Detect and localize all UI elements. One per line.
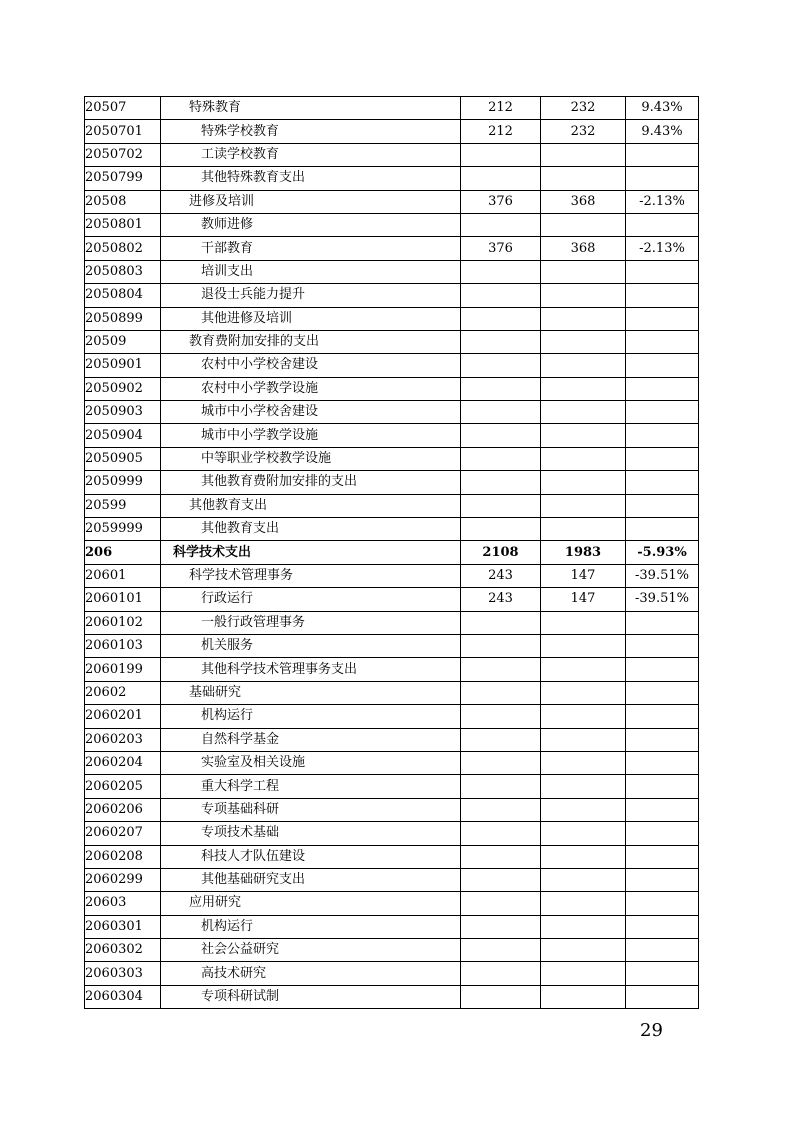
subject-name-cell: 机构运行: [161, 705, 461, 728]
subject-code-cell: 2060103: [85, 634, 161, 657]
prior-year-value-cell: 376: [461, 190, 541, 213]
change-percent-cell: [626, 915, 699, 938]
prior-year-value-cell: [461, 775, 541, 798]
subject-name-cell: 中等职业学校教学设施: [161, 447, 461, 470]
prior-year-value-cell: [461, 822, 541, 845]
prior-year-value-cell: [461, 494, 541, 517]
table-row: [85, 681, 699, 704]
budget-table: [84, 96, 699, 1009]
subject-code-cell: 20509: [85, 330, 161, 353]
change-percent-cell: [626, 868, 699, 891]
table-row: [85, 518, 699, 541]
table-row: [85, 985, 699, 1008]
subject-code-cell: 2060208: [85, 845, 161, 868]
prior-year-value-cell: [461, 658, 541, 681]
subject-name-cell: 培训支出: [161, 260, 461, 283]
subject-name-cell: 其他基础研究支出: [161, 868, 461, 891]
current-year-value-cell: [541, 868, 626, 891]
change-percent-cell: [626, 213, 699, 236]
subject-name-cell: 农村中小学校舍建设: [161, 354, 461, 377]
change-percent-cell: [626, 658, 699, 681]
subject-name-cell: 其他特殊教育支出: [161, 167, 461, 190]
prior-year-value-cell: [461, 424, 541, 447]
current-year-value-cell: [541, 751, 626, 774]
subject-name-cell: 机构运行: [161, 915, 461, 938]
subject-code-cell: 2050804: [85, 284, 161, 307]
subject-code-cell: 2050803: [85, 260, 161, 283]
subject-name-cell: 重大科学工程: [161, 775, 461, 798]
table-row: [85, 962, 699, 985]
current-year-value-cell: [541, 634, 626, 657]
prior-year-value-cell: [461, 354, 541, 377]
change-percent-cell: 9.43%: [626, 120, 699, 143]
table-row: [85, 634, 699, 657]
table-row: [85, 822, 699, 845]
current-year-value-cell: [541, 143, 626, 166]
change-percent-cell: [626, 798, 699, 821]
prior-year-value-cell: [461, 518, 541, 541]
change-percent-cell: -39.51%: [626, 588, 699, 611]
change-percent-cell: -2.13%: [626, 190, 699, 213]
subject-code-cell: 2060199: [85, 658, 161, 681]
change-percent-cell: [626, 424, 699, 447]
current-year-value-cell: [541, 845, 626, 868]
table-row: [85, 611, 699, 634]
change-percent-cell: [626, 939, 699, 962]
subject-code-cell: 20507: [85, 97, 161, 120]
subject-name-cell: 退役士兵能力提升: [161, 284, 461, 307]
current-year-value-cell: [541, 822, 626, 845]
subject-code-cell: 2050903: [85, 401, 161, 424]
table-row: [85, 447, 699, 470]
prior-year-value-cell: 2108: [461, 541, 541, 564]
prior-year-value-cell: [461, 798, 541, 821]
prior-year-value-cell: [461, 167, 541, 190]
subject-name-cell: 其他教育支出: [161, 518, 461, 541]
subject-name-cell: 进修及培训: [161, 190, 461, 213]
change-percent-cell: [626, 962, 699, 985]
subject-name-cell: 一般行政管理事务: [161, 611, 461, 634]
prior-year-value-cell: 212: [461, 97, 541, 120]
prior-year-value-cell: [461, 260, 541, 283]
prior-year-value-cell: [461, 307, 541, 330]
table-row: [85, 143, 699, 166]
change-percent-cell: [626, 634, 699, 657]
subject-name-cell: 高技术研究: [161, 962, 461, 985]
table-row: [85, 354, 699, 377]
subject-name-cell: 基础研究: [161, 681, 461, 704]
current-year-value-cell: [541, 377, 626, 400]
table-row: [85, 939, 699, 962]
subject-name-cell: 行政运行: [161, 588, 461, 611]
table-row: [85, 260, 699, 283]
prior-year-value-cell: 243: [461, 564, 541, 587]
subject-code-cell: 2059999: [85, 518, 161, 541]
prior-year-value-cell: 243: [461, 588, 541, 611]
change-percent-cell: [626, 775, 699, 798]
subject-code-cell: 2060205: [85, 775, 161, 798]
table-row: [85, 237, 699, 260]
change-percent-cell: [626, 751, 699, 774]
subject-code-cell: 2060101: [85, 588, 161, 611]
change-percent-cell: [626, 985, 699, 1008]
table-row: [85, 213, 699, 236]
table-row: [85, 307, 699, 330]
change-percent-cell: [626, 307, 699, 330]
current-year-value-cell: [541, 775, 626, 798]
current-year-value-cell: [541, 985, 626, 1008]
change-percent-cell: [626, 845, 699, 868]
change-percent-cell: [626, 354, 699, 377]
prior-year-value-cell: [461, 447, 541, 470]
prior-year-value-cell: [461, 330, 541, 353]
prior-year-value-cell: [461, 845, 541, 868]
current-year-value-cell: 1983: [541, 541, 626, 564]
subject-name-cell: 城市中小学校舍建设: [161, 401, 461, 424]
change-percent-cell: -39.51%: [626, 564, 699, 587]
current-year-value-cell: [541, 681, 626, 704]
prior-year-value-cell: [461, 892, 541, 915]
subject-code-cell: 2060102: [85, 611, 161, 634]
change-percent-cell: [626, 167, 699, 190]
change-percent-cell: [626, 681, 699, 704]
table-row: [85, 798, 699, 821]
subject-name-cell: 科学技术管理事务: [161, 564, 461, 587]
prior-year-value-cell: 212: [461, 120, 541, 143]
subject-name-cell: 农村中小学教学设施: [161, 377, 461, 400]
table-row: [85, 775, 699, 798]
subject-code-cell: 20601: [85, 564, 161, 587]
subject-code-cell: 2050801: [85, 213, 161, 236]
subject-name-cell: 特殊教育: [161, 97, 461, 120]
subject-code-cell: 2050802: [85, 237, 161, 260]
current-year-value-cell: [541, 167, 626, 190]
table-row: [85, 471, 699, 494]
prior-year-value-cell: [461, 611, 541, 634]
subject-code-cell: 2060302: [85, 939, 161, 962]
change-percent-cell: [626, 471, 699, 494]
table-row: [85, 845, 699, 868]
subject-code-cell: 2060203: [85, 728, 161, 751]
subject-name-cell: 其他进修及培训: [161, 307, 461, 330]
change-percent-cell: [626, 892, 699, 915]
table-row: [85, 751, 699, 774]
table-row: [85, 377, 699, 400]
subject-name-cell: 工读学校教育: [161, 143, 461, 166]
current-year-value-cell: 232: [541, 97, 626, 120]
change-percent-cell: 9.43%: [626, 97, 699, 120]
current-year-value-cell: [541, 424, 626, 447]
table-row: [85, 588, 699, 611]
subject-code-cell: 2050702: [85, 143, 161, 166]
subject-code-cell: 20603: [85, 892, 161, 915]
current-year-value-cell: 147: [541, 588, 626, 611]
current-year-value-cell: [541, 447, 626, 470]
change-percent-cell: [626, 822, 699, 845]
current-year-value-cell: [541, 494, 626, 517]
subject-name-cell: 教师进修: [161, 213, 461, 236]
subject-name-cell: 应用研究: [161, 892, 461, 915]
subject-name-cell: 教育费附加安排的支出: [161, 330, 461, 353]
current-year-value-cell: [541, 892, 626, 915]
current-year-value-cell: 368: [541, 237, 626, 260]
current-year-value-cell: [541, 939, 626, 962]
prior-year-value-cell: [461, 143, 541, 166]
subject-code-cell: 20599: [85, 494, 161, 517]
subject-name-cell: 自然科学基金: [161, 728, 461, 751]
subject-code-cell: 2050905: [85, 447, 161, 470]
change-percent-cell: [626, 330, 699, 353]
subject-code-cell: 2060207: [85, 822, 161, 845]
subject-code-cell: 2060304: [85, 985, 161, 1008]
prior-year-value-cell: [461, 985, 541, 1008]
page-number: 29: [640, 1020, 663, 1041]
current-year-value-cell: 147: [541, 564, 626, 587]
subject-code-cell: 206: [85, 541, 161, 564]
current-year-value-cell: [541, 354, 626, 377]
table-row: [85, 892, 699, 915]
subject-name-cell: 实验室及相关设施: [161, 751, 461, 774]
table-row: [85, 564, 699, 587]
prior-year-value-cell: [461, 634, 541, 657]
change-percent-cell: [626, 494, 699, 517]
change-percent-cell: [626, 728, 699, 751]
subject-name-cell: 干部教育: [161, 237, 461, 260]
current-year-value-cell: [541, 213, 626, 236]
subject-name-cell: 其他科学技术管理事务支出: [161, 658, 461, 681]
current-year-value-cell: [541, 330, 626, 353]
table-row: [85, 728, 699, 751]
prior-year-value-cell: [461, 284, 541, 307]
table-row: [85, 330, 699, 353]
change-percent-cell: [626, 401, 699, 424]
subject-name-cell: 专项技术基础: [161, 822, 461, 845]
subject-name-cell: 其他教育支出: [161, 494, 461, 517]
table-row: [85, 284, 699, 307]
table-row: [85, 705, 699, 728]
table-row: [85, 868, 699, 891]
change-percent-cell: [626, 284, 699, 307]
subject-code-cell: 20508: [85, 190, 161, 213]
subject-code-cell: 2060204: [85, 751, 161, 774]
change-percent-cell: [626, 143, 699, 166]
table-row: [85, 494, 699, 517]
prior-year-value-cell: [461, 471, 541, 494]
prior-year-value-cell: [461, 939, 541, 962]
prior-year-value-cell: [461, 868, 541, 891]
prior-year-value-cell: [461, 751, 541, 774]
prior-year-value-cell: [461, 681, 541, 704]
change-percent-cell: -2.13%: [626, 237, 699, 260]
table-row: [85, 541, 699, 564]
current-year-value-cell: [541, 471, 626, 494]
table-row: [85, 167, 699, 190]
current-year-value-cell: 232: [541, 120, 626, 143]
current-year-value-cell: [541, 962, 626, 985]
subject-name-cell: 专项科研试制: [161, 985, 461, 1008]
subject-name-cell: 其他教育费附加安排的支出: [161, 471, 461, 494]
current-year-value-cell: [541, 284, 626, 307]
change-percent-cell: [626, 377, 699, 400]
prior-year-value-cell: [461, 377, 541, 400]
subject-code-cell: 2050901: [85, 354, 161, 377]
subject-code-cell: 2050904: [85, 424, 161, 447]
table-row: [85, 915, 699, 938]
current-year-value-cell: [541, 798, 626, 821]
current-year-value-cell: [541, 518, 626, 541]
subject-code-cell: 2050999: [85, 471, 161, 494]
change-percent-cell: [626, 705, 699, 728]
table-row: [85, 190, 699, 213]
change-percent-cell: [626, 260, 699, 283]
prior-year-value-cell: 376: [461, 237, 541, 260]
subject-name-cell: 社会公益研究: [161, 939, 461, 962]
change-percent-cell: [626, 611, 699, 634]
subject-code-cell: 2050799: [85, 167, 161, 190]
budget-table-body: [85, 97, 699, 1009]
subject-name-cell: 专项基础科研: [161, 798, 461, 821]
table-row: [85, 401, 699, 424]
current-year-value-cell: 368: [541, 190, 626, 213]
prior-year-value-cell: [461, 401, 541, 424]
subject-name-cell: 城市中小学教学设施: [161, 424, 461, 447]
subject-code-cell: 2060303: [85, 962, 161, 985]
current-year-value-cell: [541, 728, 626, 751]
subject-name-cell: 科学技术支出: [161, 541, 461, 564]
subject-code-cell: 2050701: [85, 120, 161, 143]
subject-code-cell: 2050902: [85, 377, 161, 400]
current-year-value-cell: [541, 401, 626, 424]
current-year-value-cell: [541, 915, 626, 938]
table-row: [85, 120, 699, 143]
current-year-value-cell: [541, 307, 626, 330]
prior-year-value-cell: [461, 962, 541, 985]
prior-year-value-cell: [461, 705, 541, 728]
subject-code-cell: 20602: [85, 681, 161, 704]
table-row: [85, 658, 699, 681]
prior-year-value-cell: [461, 915, 541, 938]
change-percent-cell: [626, 447, 699, 470]
table-row: [85, 424, 699, 447]
subject-name-cell: 机关服务: [161, 634, 461, 657]
subject-code-cell: 2060299: [85, 868, 161, 891]
subject-code-cell: 2060301: [85, 915, 161, 938]
current-year-value-cell: [541, 611, 626, 634]
prior-year-value-cell: [461, 213, 541, 236]
subject-name-cell: 科技人才队伍建设: [161, 845, 461, 868]
current-year-value-cell: [541, 658, 626, 681]
current-year-value-cell: [541, 260, 626, 283]
current-year-value-cell: [541, 705, 626, 728]
change-percent-cell: [626, 518, 699, 541]
subject-code-cell: 2050899: [85, 307, 161, 330]
table-row: [85, 97, 699, 120]
prior-year-value-cell: [461, 728, 541, 751]
change-percent-cell: -5.93%: [626, 541, 699, 564]
subject-code-cell: 2060201: [85, 705, 161, 728]
subject-code-cell: 2060206: [85, 798, 161, 821]
subject-name-cell: 特殊学校教育: [161, 120, 461, 143]
